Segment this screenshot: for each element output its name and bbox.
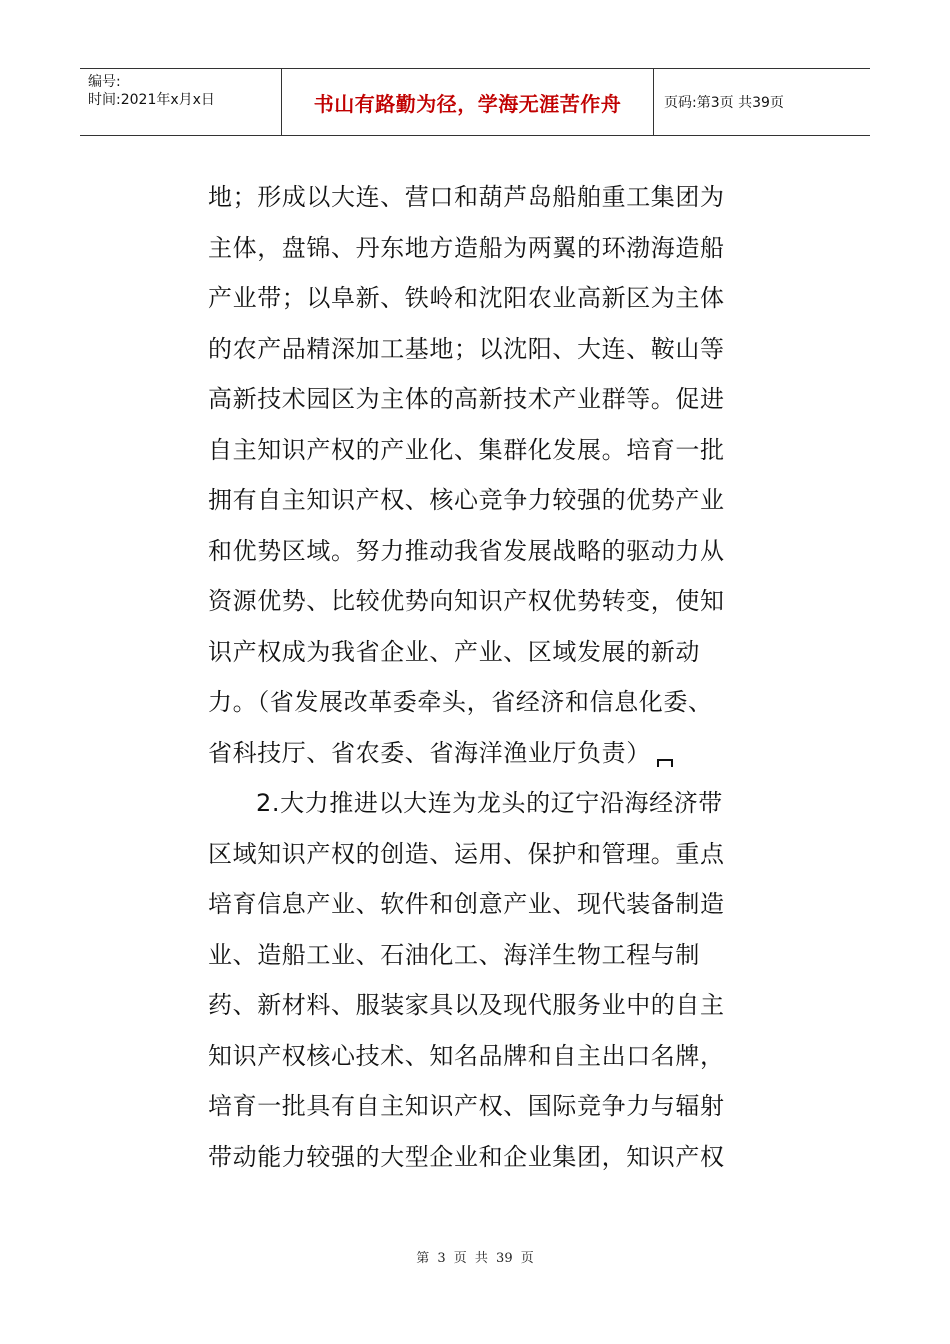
time-label: 时间:2021年x月x日 — [88, 92, 215, 108]
text-line: 高新技术园区为主体的高新技术产业群等。促进 — [208, 385, 725, 413]
text-line: 药、新材料、服装家具以及现代服务业中的自主 — [208, 991, 725, 1019]
text-line-with-mark — [208, 728, 753, 779]
document-body — [208, 172, 753, 1182]
document-header — [80, 68, 870, 136]
text-line: 区域知识产权的创造、运用、保护和管理。重点 — [208, 839, 725, 868]
text-line: 知识产权核心技术、知名品牌和自主出口名牌， — [208, 1041, 725, 1070]
text-line: 资源优势、比较优势向知识产权优势转变，使知 — [208, 587, 725, 615]
paragraph-start-line: 2.大力推进以大连为龙头的辽宁沿海经济带 — [256, 789, 723, 817]
text-line: 省科技厅、省农委、省海洋渔业厅负责） — [208, 738, 651, 767]
text-line: 的农产品精深加工基地；以沈阳、大连、鞍山等 — [208, 334, 725, 363]
serial-label: 编号: — [88, 74, 121, 90]
section-mark-icon — [657, 759, 673, 767]
header-motto: 书山有路勤为径，学海无涯苦作舟 — [282, 69, 654, 135]
text-line: 和优势区域。努力推动我省发展战略的驱动力从 — [208, 536, 725, 565]
text-line: 力。（省发展改革委牵头，省经济和信息化委、 — [208, 688, 713, 716]
text-line: 培育一批具有自主知识产权、国际竞争力与辐射 — [208, 1092, 725, 1120]
text-line: 主体，盘锦、丹东地方造船为两翼的环渤海造船 — [208, 233, 725, 262]
text-line: 产业带；以阜新、铁岭和沈阳农业高新区为主体 — [208, 284, 725, 312]
text-line: 识产权成为我省企业、产业、区域发展的新动 — [208, 637, 700, 666]
text-line: 带动能力较强的大型企业和企业集团，知识产权 — [208, 1142, 725, 1171]
text-line: 业、造船工业、石油化工、海洋生物工程与制 — [208, 940, 700, 969]
text-line: 拥有自主知识产权、核心竞争力较强的优势产业 — [208, 486, 725, 514]
text-line: 培育信息产业、软件和创意产业、现代装备制造 — [208, 890, 725, 918]
header-meta-cell — [80, 69, 282, 135]
page-footer: 第 3 页 共 39 页 — [416, 1251, 534, 1266]
header-page-info: 页码:第3页 共39页 — [664, 95, 784, 111]
text-line: 自主知识产权的产业化、集群化发展。培育一批 — [208, 435, 725, 464]
text-line: 地；形成以大连、营口和葫芦岛船舶重工集团为 — [208, 183, 725, 211]
